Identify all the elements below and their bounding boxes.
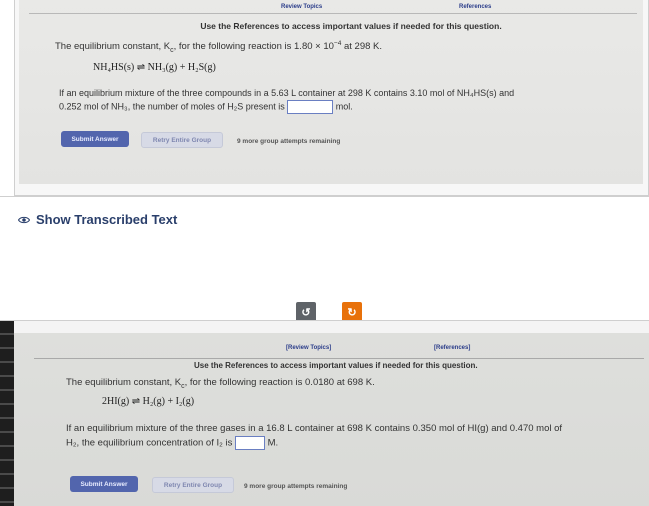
problem-line-2-text: 0.252 mol of NH₃, the number of moles of H₂S present is	[59, 101, 285, 112]
problem-2-line-2-text: H₂, the equilibrium concentration of I₂ is	[66, 437, 233, 449]
rotate-left-icon[interactable]: ↺	[296, 302, 316, 322]
problem-line-2	[59, 100, 514, 114]
problem-2-line-2	[66, 436, 562, 451]
chemical-reaction-2: 2HI(g) ⇌ H₂(g) + I₂(g)	[102, 396, 195, 407]
equilibrium-constant-statement: The equilibrium constant, $K_c$, for the following reaction is $1.80 \times 10^{-4}$ at 298 K.	[55, 40, 382, 55]
eye-icon	[18, 214, 30, 226]
review-topics-link-2[interactable]: [Review Topics]	[286, 345, 332, 351]
question-toolbar-2	[34, 347, 644, 359]
question-toolbar	[29, 0, 637, 14]
equilibrium-constant-statement-2: The equilibrium constant, $K_c$, for the following reaction is 0.0180 at 698 K.	[66, 377, 375, 390]
show-transcribed-text-link[interactable]	[18, 212, 177, 227]
problem-statement	[59, 87, 514, 114]
problem-line-1: If an equilibrium mixture of the three compounds in a 5.63 L container at 298 K contains 3.10 mol of NH₄HS(s) and	[59, 88, 515, 98]
photo-edge-strip	[0, 321, 14, 506]
moles-answer-input[interactable]	[287, 100, 333, 114]
references-note-2: Use the References to access important values if needed for this question.	[194, 361, 478, 370]
chemical-reaction: NH₄HS(s) ⇌ NH₃(g) + H₂S(g)	[93, 62, 216, 73]
unit-label: mol.	[335, 101, 353, 112]
review-topics-link[interactable]: Review Topics	[281, 4, 323, 10]
unit-label-2: M.	[267, 437, 279, 449]
retry-entire-group-button[interactable]: Retry Entire Group	[141, 132, 223, 148]
submit-answer-button-2[interactable]: Submit Answer	[70, 476, 138, 492]
problem-statement-2	[66, 422, 562, 451]
references-link[interactable]: References	[459, 4, 492, 10]
retry-entire-group-button-2[interactable]: Retry Entire Group	[152, 477, 234, 493]
problem-2-line-1: If an equilibrium mixture of the three gases in a 16.8 L container at 698 K contains 0.350 mol of HI(g) and 0.470 mol of	[66, 423, 563, 434]
show-transcribed-label: Show Transcribed Text	[36, 212, 178, 227]
question-photo-1	[14, 0, 649, 196]
submit-answer-button[interactable]: Submit Answer	[61, 131, 129, 147]
references-note: Use the References to access important values if needed for this question.	[200, 21, 502, 31]
question-photo-1-content	[19, 0, 643, 184]
rotate-right-icon[interactable]: ↻	[342, 302, 362, 322]
attempts-remaining-2: 9 more group attempts remaining	[244, 483, 348, 490]
question-photo-2	[0, 320, 649, 506]
references-link-2[interactable]: [References]	[434, 345, 471, 351]
section-divider	[0, 196, 649, 197]
attempts-remaining: 9 more group attempts remaining	[237, 138, 341, 145]
concentration-answer-input[interactable]	[235, 436, 265, 450]
question-photo-2-content	[14, 333, 649, 506]
